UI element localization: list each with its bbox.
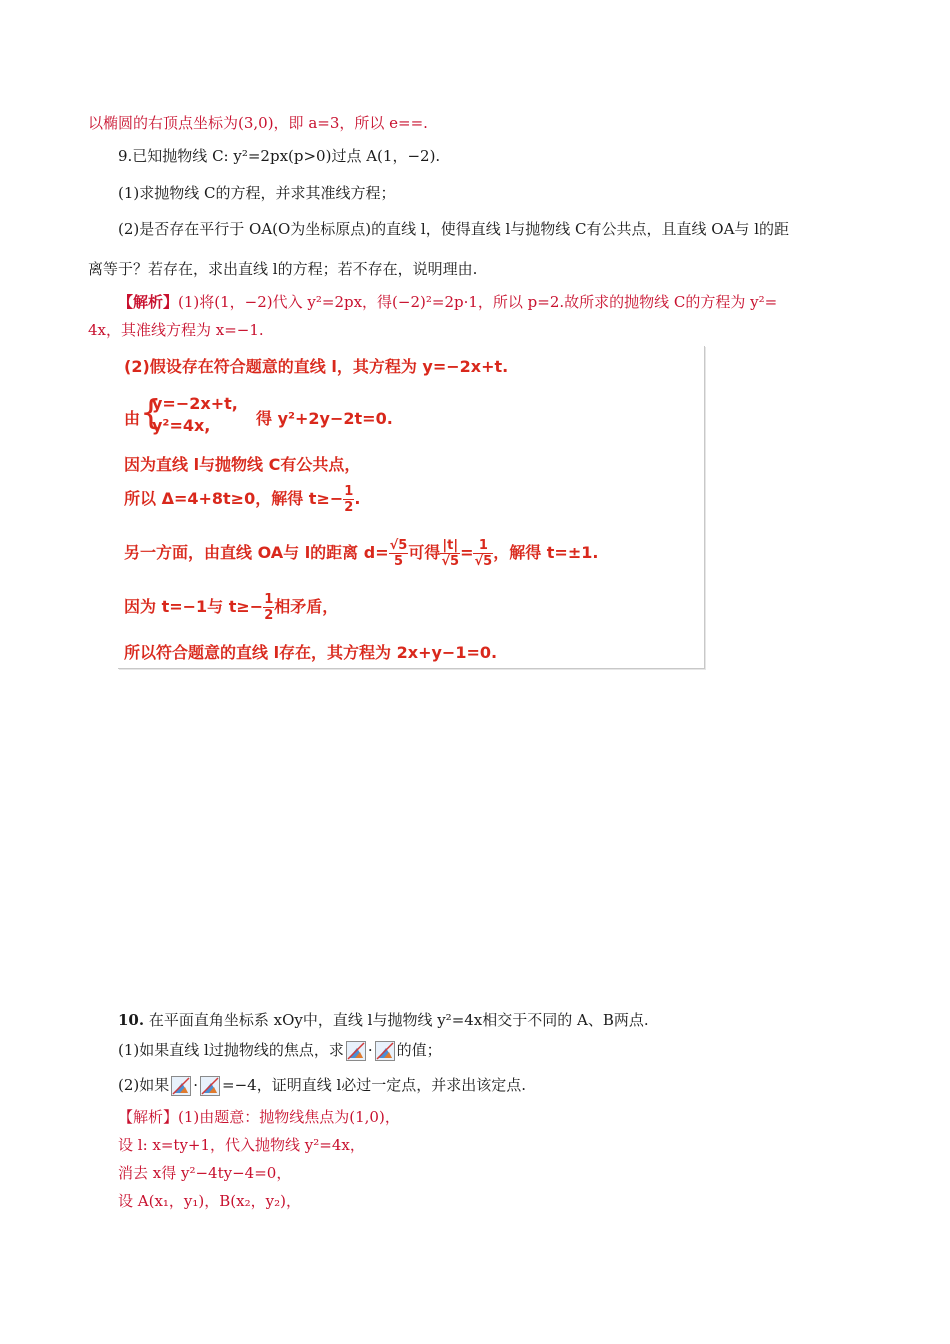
q9-solution-line1: [118, 292, 777, 312]
solution-label: 【解析】: [118, 293, 179, 311]
q9-part1: (1)求抛物线 C的方程，并求其准线方程；: [118, 184, 396, 202]
q10-part1-text-b: 的值；: [396, 1041, 442, 1059]
q10-part1-text-a: (1)如果直线 l过抛物线的焦点，求: [118, 1041, 344, 1059]
box-line-1: (2)假设存在符合题意的直线 l，其方程为 y=−2x+t.: [124, 357, 509, 376]
fraction-num: |t|: [442, 538, 459, 553]
box-line-7: 所以符合题意的直线 l存在，其方程为 2x+y−1=0.: [124, 643, 498, 662]
q10-part2-text-b: =−4，证明直线 l必过一定点，并求出该定点.: [222, 1076, 527, 1094]
box-line-5-end: ，解得 t=±1.: [493, 543, 599, 562]
box-line-4: [124, 484, 360, 515]
q9-solution-line2: 4x，其准线方程为 x=−1.: [88, 321, 264, 339]
fraction-sqrt5-over-5: [389, 538, 409, 569]
fraction-1-over-sqrt5: [473, 538, 493, 569]
fraction-num: 1: [264, 592, 274, 607]
broken-image-icon: [346, 1041, 366, 1061]
q10-solution-line4: 设 A(x₁，y₁)，B(x₂，y₂)，: [118, 1192, 301, 1210]
solution-image-box: [118, 346, 705, 669]
q9-part2-line1: (2)是否存在平行于 OA(O为坐标原点)的直线 l，使得直线 l与抛物线 C有公共点，且直线 OA与 l的距: [118, 220, 789, 238]
box-line-6-prefix: 因为 t=−1与 t≥−: [124, 597, 264, 616]
box-line-6: [124, 592, 338, 623]
q10-part1-dot: ·: [367, 1041, 373, 1059]
fraction-den: 5: [393, 554, 403, 569]
q10-solution-line3: 消去 x得 y²−4ty−4=0，: [118, 1164, 292, 1182]
q10-number: 10.: [118, 1011, 145, 1029]
fraction-one-half: [343, 484, 354, 515]
box-line-4-end: .: [354, 489, 361, 508]
box-line-3: 因为直线 l与抛物线 C有公共点，: [124, 455, 361, 474]
box-line-5-mid: 可得: [408, 543, 441, 562]
fraction-num: 1: [344, 484, 354, 499]
box-line-4-prefix: 所以 Δ=4+8t≥0，解得 t≥−: [124, 489, 344, 508]
box-line-6-end: 相矛盾，: [274, 597, 339, 616]
box-line-2-prefix: 由: [124, 409, 141, 428]
box-line-5-eq: =: [460, 543, 474, 562]
q10-solution-line1: [118, 1107, 400, 1127]
q10-solution-line2: 设 l: x=ty+1，代入抛物线 y²=4x，: [118, 1136, 365, 1154]
solution-label: 【解析】: [118, 1108, 179, 1126]
prev-answer-line: 以椭圆的右顶点坐标为(3,0)，即 a=3，所以 e==.: [88, 114, 428, 132]
system-result: 得 y²+2y−2t=0.: [256, 409, 393, 428]
fraction-den: 2: [264, 608, 274, 623]
fraction-abs-t-over-sqrt5: [440, 538, 460, 569]
q10-solution-text1: (1)由题意：抛物线焦点为(1,0)，: [178, 1108, 400, 1126]
fraction-one-half: [263, 592, 274, 623]
q10-part2-text-a: (2)如果: [118, 1076, 170, 1094]
broken-image-icon: [375, 1041, 395, 1061]
q10-part2-dot: ·: [193, 1076, 199, 1094]
box-line-5: [124, 538, 598, 569]
fraction-den: √5: [474, 554, 493, 569]
left-brace: {: [140, 393, 162, 433]
system-eq1: y=−2x+t,: [152, 394, 238, 413]
q10-title-text: 在平面直角坐标系 xOy中，直线 l与抛物线 y²=4x相交于不同的 A、B两点.: [144, 1011, 649, 1029]
q10-part1: [118, 1040, 442, 1061]
broken-image-icon: [171, 1076, 191, 1096]
fraction-den: √5: [441, 554, 460, 569]
q10-part2: [118, 1075, 526, 1096]
q9-solution-text1: (1)将(1，−2)代入 y²=2px，得(−2)²=2p·1，所以 p=2.故所求的抛物线 C的方程为 y²=: [178, 293, 778, 311]
fraction-den: 2: [344, 500, 354, 515]
q10-title: [118, 1010, 649, 1030]
broken-image-icon: [200, 1076, 220, 1096]
fraction-num: 1: [473, 538, 493, 554]
system-eq2: y²=4x,: [152, 416, 211, 435]
box-line-5-prefix: 另一方面，由直线 OA与 l的距离 d=: [124, 543, 389, 562]
fraction-num: √5: [389, 538, 408, 553]
q9-title: 9.已知抛物线 C: y²=2px(p>0)过点 A(1，−2).: [118, 147, 441, 165]
q9-part2-line2: 离等于？若存在，求出直线 l的方程；若不存在，说明理由.: [88, 260, 478, 278]
